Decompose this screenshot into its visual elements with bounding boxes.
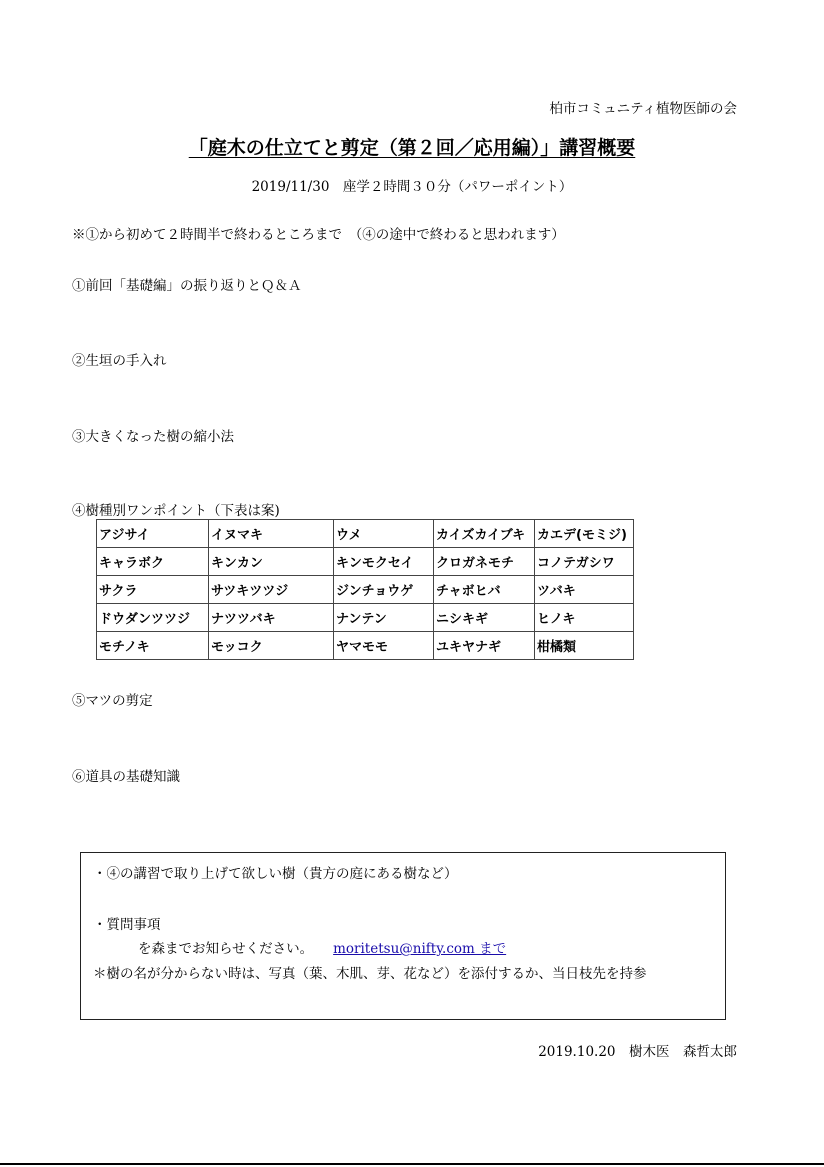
table-cell: キンモクセイ [334,548,434,576]
section-5-heading: ⑤マツの剪定 [72,693,153,709]
document-title [0,133,824,160]
table-cell: ヒノキ [535,604,634,632]
tree-species-table [96,519,634,660]
table-cell: ユキヤナギ [434,632,535,660]
page-bottom-rule [0,1163,824,1165]
section-6-heading: ⑥道具の基礎知識 [72,769,180,785]
document-subtitle: 2019/11/30 座学２時間３０分（パワーポイント） [251,179,573,195]
table-row [97,548,634,576]
section-1-heading: ①前回「基礎編」の振り返りとＱ＆Ａ [72,278,302,294]
table-cell: コノテガシワ [535,548,634,576]
table-cell: ニシキギ [434,604,535,632]
table-cell: ツバキ [535,576,634,604]
table-cell: キンカン [209,548,334,576]
intro-note: ※①から初めて２時間半で終わるところまで （④の途中で終わると思われます） [72,227,565,243]
request-line-questions: ・質問事項 [93,917,161,933]
table-cell: ウメ [334,520,434,548]
table-cell: ジンチョウゲ [334,576,434,604]
table-cell: アジサイ [97,520,209,548]
email-link[interactable]: moritetsu@nifty.com まで [333,941,507,957]
section-2-heading: ②生垣の手入れ [72,353,167,369]
table-row [97,520,634,548]
table-cell: モッコク [209,632,334,660]
table-cell: サクラ [97,576,209,604]
table-cell: サツキツツジ [209,576,334,604]
table-cell: チャボヒバ [434,576,535,604]
table-cell: カイズカイブキ [434,520,535,548]
table-cell: 柑橘類 [535,632,634,660]
table-cell: モチノキ [97,632,209,660]
table-cell: ドウダンツツジ [97,604,209,632]
organization-name: 柏市コミュニティ植物医師の会 [549,101,737,117]
request-line-photo-note: ＊樹の名が分からない時は、写真（葉、木肌、芽、花など）を添付するか、当日枝先を持参 [93,966,647,982]
table-cell: ナツツバキ [209,604,334,632]
request-line-trees: ・④の講習で取り上げて欲しい樹（貴方の庭にある樹など） [93,866,458,882]
table-cell: クロガネモチ [434,548,535,576]
request-line-contact [138,937,506,957]
table-cell: ナンテン [334,604,434,632]
contact-instruction: を森までお知らせください。 [138,941,314,957]
table-cell: イヌマキ [209,520,334,548]
footer-signature: 2019.10.20 樹木医 森哲太郎 [538,1044,737,1060]
section-3-heading: ③大きくなった樹の縮小法 [72,429,234,445]
section-4-heading: ④樹種別ワンポイント（下表は案) [72,503,280,519]
table-cell: カエデ(モミジ) [535,520,634,548]
document-title-text: 「庭木の仕立てと剪定（第２回／応用編）」講習概要 [188,137,636,159]
table-row [97,604,634,632]
table-cell: ヤマモモ [334,632,434,660]
table-row [97,632,634,660]
table-cell: キャラボク [97,548,209,576]
table-row [97,576,634,604]
